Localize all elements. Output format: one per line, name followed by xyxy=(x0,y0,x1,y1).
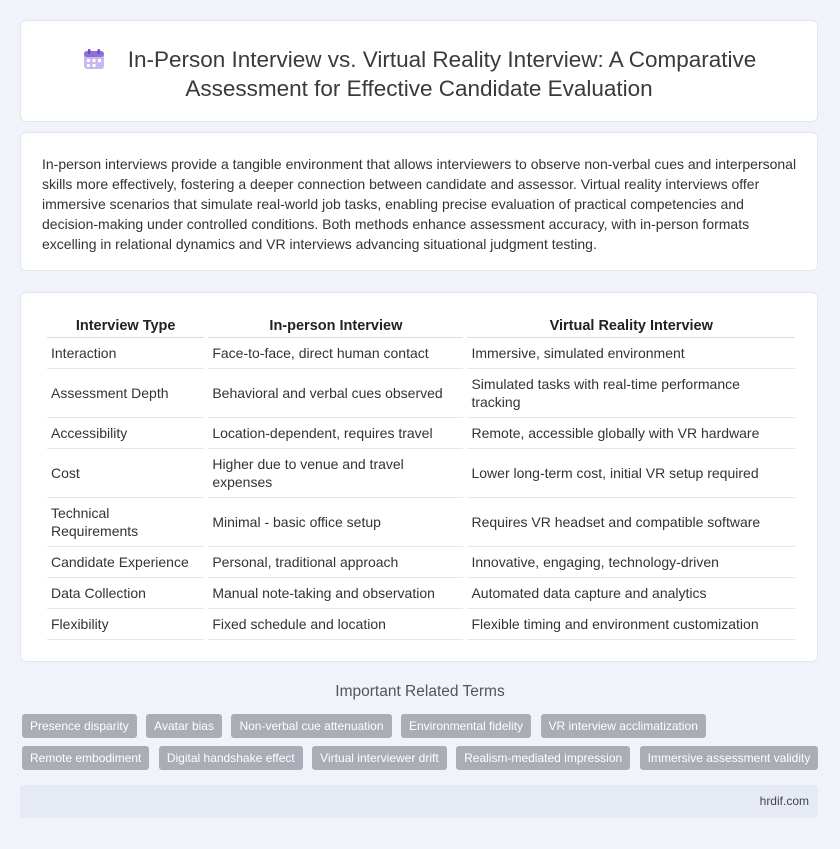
term-tag[interactable]: Avatar bias xyxy=(146,714,222,738)
footer xyxy=(20,785,818,818)
table-header-row xyxy=(47,315,795,338)
table-row xyxy=(47,578,795,609)
term-tag[interactable]: Presence disparity xyxy=(22,714,137,738)
table-cell: Behavioral and verbal cues observed xyxy=(208,369,463,418)
table-cell: Manual note-taking and observation xyxy=(208,578,463,609)
term-tag[interactable]: Realism-mediated impression xyxy=(456,746,630,770)
table-cell: Flexible timing and environment customization xyxy=(467,609,795,640)
table-row xyxy=(47,338,795,369)
term-tag[interactable]: VR interview acclimatization xyxy=(541,714,706,738)
table-cell: Data Collection xyxy=(47,578,204,609)
table-cell: Higher due to venue and travel expenses xyxy=(208,449,463,498)
table-cell: Lower long-term cost, initial VR setup required xyxy=(467,449,795,498)
table-row xyxy=(47,547,795,578)
table-row xyxy=(47,498,795,547)
table-cell: Requires VR headset and compatible software xyxy=(467,498,795,547)
table-cell: Remote, accessible globally with VR hardware xyxy=(467,418,795,449)
table-cell: Innovative, engaging, technology-driven xyxy=(467,547,795,578)
table-cell: Flexibility xyxy=(47,609,204,640)
table-cell: Simulated tasks with real-time performance tracking xyxy=(467,369,795,418)
tag-row xyxy=(22,714,822,746)
footer-site-link[interactable]: hrdif.com xyxy=(759,794,809,808)
table-cell: Fixed schedule and location xyxy=(208,609,463,640)
term-tag[interactable]: Digital handshake effect xyxy=(159,746,303,770)
table-cell: Immersive, simulated environment xyxy=(467,338,795,369)
table-cell: Personal, traditional approach xyxy=(208,547,463,578)
table-row xyxy=(47,418,795,449)
table-cell: Cost xyxy=(47,449,204,498)
table-cell: Accessibility xyxy=(47,418,204,449)
term-tag[interactable]: Environmental fidelity xyxy=(401,714,531,738)
comparison-table xyxy=(43,315,799,640)
term-tag[interactable]: Non-verbal cue attenuation xyxy=(231,714,391,738)
table-cell: Minimal - basic office setup xyxy=(208,498,463,547)
intro-paragraph: In-person interviews provide a tangible environment that allows interviewers to observe non-verbal cues and interpersonal skills more effectively, fostering a deeper connection between candidate and assessor. Virtual reality interviews offer immersive scenarios that simulate real-world job tasks, enabling precise evaluation of practical competencies and decision-making under controlled conditions. Both methods enhance assessment accuracy, with in-person formats excelling in relational dynamics and VR interviews advancing situational judgment testing. xyxy=(42,156,797,252)
table-cell: Technical Requirements xyxy=(47,498,204,547)
term-tag[interactable]: Remote embodiment xyxy=(22,746,149,770)
table-cell: Automated data capture and analytics xyxy=(467,578,795,609)
table-cell: Assessment Depth xyxy=(47,369,204,418)
related-terms-list xyxy=(22,714,822,778)
page-title xyxy=(21,45,817,103)
column-header: Virtual Reality Interview xyxy=(467,315,795,338)
tag-row xyxy=(22,746,822,778)
table-row xyxy=(47,609,795,640)
table-row xyxy=(47,449,795,498)
related-terms-title: Important Related Terms xyxy=(335,683,505,700)
table-cell: Face-to-face, direct human contact xyxy=(208,338,463,369)
intro-card xyxy=(20,132,818,271)
table-cell: Interaction xyxy=(47,338,204,369)
table-row xyxy=(47,369,795,418)
term-tag[interactable]: Immersive assessment validity xyxy=(640,746,819,770)
title-line-1: In-Person Interview vs. Virtual Reality Interview: A Comparative xyxy=(127,47,757,72)
term-tag[interactable]: Virtual interviewer drift xyxy=(312,746,447,770)
column-header: In-person Interview xyxy=(208,315,463,338)
column-header: Interview Type xyxy=(47,315,204,338)
comparison-card xyxy=(20,292,818,662)
table-cell: Location-dependent, requires travel xyxy=(208,418,463,449)
table-cell: Candidate Experience xyxy=(47,547,204,578)
title-line-2: Assessment for Effective Candidate Evaluation xyxy=(185,76,653,101)
title-card xyxy=(20,20,818,122)
calendar-icon xyxy=(82,47,106,71)
